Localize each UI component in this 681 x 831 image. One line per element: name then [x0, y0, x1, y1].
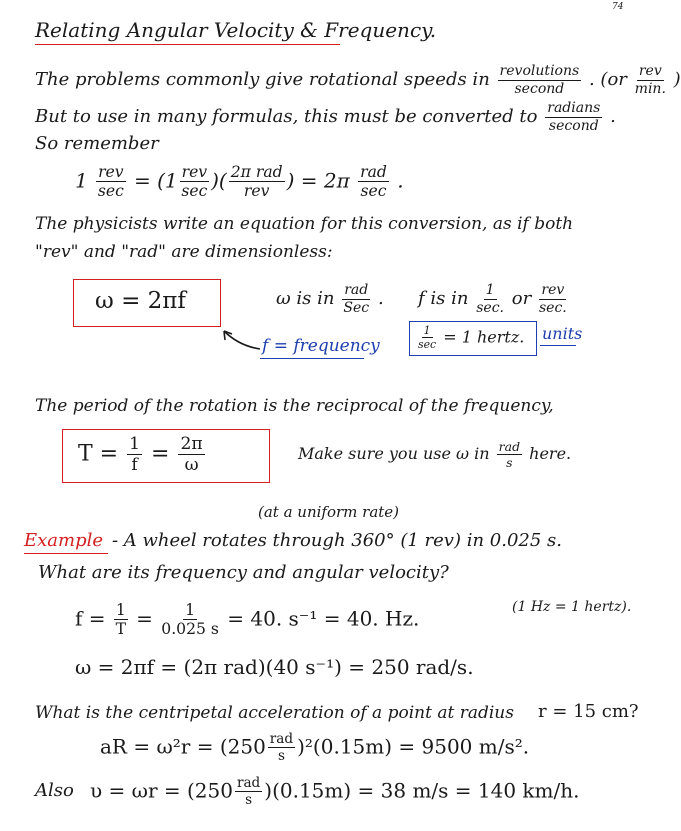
title-underline	[35, 44, 340, 45]
page-title: Relating Angular Velocity & Frequency.	[35, 18, 437, 42]
aR-rest: )²(0.15m) = 9500 m/s².	[297, 734, 530, 759]
radians-per-second	[545, 101, 602, 133]
intro-text-2: But to use in many formulas, this must be converted to	[35, 106, 538, 128]
omega-rad: rad	[344, 282, 369, 298]
aR-rad: rad	[269, 731, 294, 747]
conv-paren2-close: )	[286, 168, 295, 193]
v-lhs: υ = ωr = (250	[90, 778, 233, 803]
omega-sec: Sec	[343, 299, 370, 316]
period-2pi: 2π	[180, 434, 203, 454]
intro-text-1: The problems commonly give rotational speeds in	[35, 69, 490, 91]
one-per-sec-hertz	[418, 325, 436, 351]
hertz-text: = 1 hertz.	[443, 327, 525, 347]
conv-one: 1	[75, 168, 88, 193]
units-label: units	[542, 324, 583, 343]
intro-line-1	[35, 64, 681, 96]
velocity-calculation	[90, 776, 579, 808]
revolutions-label: revolutions	[499, 63, 580, 79]
intro-line-2	[35, 101, 616, 133]
conv-rad: rad	[360, 163, 387, 181]
hertz-sec: sec	[418, 338, 437, 352]
f-num2: 1	[185, 601, 196, 619]
conv-rev-per-sec-2	[180, 164, 210, 200]
omega-units-end: .	[378, 288, 384, 310]
conv-equals-2pi: = 2π	[300, 168, 350, 193]
period-sentence: The period of the rotation is the reciprocal of the frequency,	[35, 396, 554, 416]
revolutions-per-second	[498, 64, 582, 96]
conversion-equation	[75, 164, 404, 200]
rad-per-s-3	[235, 776, 262, 808]
omega-rad-per-sec	[342, 283, 370, 315]
close-paren: )	[673, 69, 681, 91]
conv-sec: sec	[97, 182, 124, 201]
conv-rad-per-sec	[358, 164, 389, 200]
period-T: T =	[78, 441, 119, 467]
centripetal-question: What is the centripetal acceleration of a point at radius	[35, 703, 514, 723]
conv-rev-3: rev	[243, 182, 270, 201]
conv-rev-per-sec	[96, 164, 126, 200]
f-lhs: f =	[75, 606, 106, 631]
units-underline	[540, 345, 576, 346]
conv-2pi-rad: 2π rad	[230, 163, 283, 181]
period-note	[298, 440, 571, 469]
conv-rev-2: rev	[181, 163, 208, 181]
dimensionless-line-2: "rev" and "rad" are dimensionless:	[35, 242, 333, 262]
omega-units-prefix: ω is in	[276, 288, 335, 310]
f-units-prefix: f is in	[418, 288, 469, 310]
f-one: 1	[485, 282, 495, 298]
one-over-f	[127, 435, 142, 474]
one-over-period	[161, 602, 219, 638]
intro-line-3: So remember	[35, 133, 159, 154]
frequency-calculation	[75, 602, 419, 638]
example-insert: (at a uniform rate)	[258, 503, 400, 521]
conv-paren1-close: )	[211, 168, 219, 193]
or-text: . (or	[588, 69, 627, 91]
example-text: - A wheel rotates through 360° (1 rev) in 0.025 s.	[112, 530, 562, 551]
one-over-T	[114, 602, 128, 638]
acceleration-calculation	[100, 732, 529, 764]
omega-equation: ω = 2πf	[95, 288, 186, 314]
v-rad: rad	[236, 775, 261, 791]
conv-paren1: (1	[157, 168, 178, 193]
f-den2: 0.025 s	[161, 620, 219, 639]
conv-paren2: (	[218, 168, 227, 193]
conv-sec-2: sec	[181, 182, 208, 201]
period-mark: .	[610, 106, 616, 128]
v-s: s	[245, 792, 253, 809]
f-sec: sec.	[476, 299, 505, 316]
period-eq: =	[151, 441, 170, 467]
omega-calculation: ω = 2πf = (2π rad)(40 s⁻¹) = 250 rad/s.	[75, 655, 474, 679]
f-rev: rev	[541, 282, 565, 298]
f-sec-2: sec.	[538, 299, 567, 316]
rev-per-min	[635, 64, 666, 96]
two-pi-over-omega	[178, 435, 204, 474]
period-f: f	[131, 455, 138, 475]
hertz-one: 1	[423, 324, 431, 337]
rev-per-sec	[539, 283, 567, 315]
min-label: min.	[634, 80, 666, 97]
hertz-definition	[416, 325, 524, 351]
f-result: = 40. s⁻¹ = 40. Hz.	[227, 606, 420, 631]
f-or: or	[511, 288, 532, 310]
example-question: What are its frequency and angular velocity?	[38, 562, 449, 583]
page-number: 74	[612, 2, 624, 12]
f-eq: =	[136, 606, 153, 631]
conv-rev: rev	[98, 163, 124, 181]
second-label: second	[514, 80, 565, 97]
f-frequency-underline	[260, 358, 364, 359]
omega-units	[276, 283, 384, 315]
one-per-sec	[476, 283, 504, 315]
period-omega: ω	[184, 455, 199, 475]
example-underline	[24, 553, 108, 554]
note-rad: rad	[498, 439, 521, 454]
hz-note: (1 Hz = 1 hertz).	[512, 599, 632, 615]
aR-lhs: aR = ω²r = (250	[100, 734, 266, 759]
rev-label: rev	[638, 63, 662, 79]
also-label: Also	[35, 780, 74, 801]
example-label: Example	[24, 530, 104, 551]
conv-equals: =	[133, 168, 151, 193]
conv-2pi-rad-per-rev	[229, 164, 285, 200]
conv-sec-3: sec	[360, 182, 387, 201]
period-note-end: here.	[529, 444, 572, 464]
radius-value: r = 15 cm?	[538, 701, 639, 722]
conv-period: .	[397, 168, 404, 193]
radians-label: radians	[547, 100, 601, 116]
f-frequency-label: f = frequency	[262, 336, 380, 356]
note-s: s	[506, 455, 513, 471]
dimensionless-line-1: The physicists write an equation for this conversion, as if both	[35, 214, 574, 234]
period-equation	[78, 435, 207, 474]
f-den: T	[115, 620, 127, 639]
rad-per-s-2	[268, 732, 295, 764]
period-one: 1	[129, 434, 141, 454]
rad-per-s	[497, 440, 522, 469]
v-rest: )(0.15m) = 38 m/s = 140 km/h.	[264, 778, 580, 803]
f-units	[418, 283, 569, 315]
second-label-2: second	[548, 117, 599, 134]
period-note-text: Make sure you use ω in	[298, 444, 490, 464]
f-num: 1	[115, 601, 126, 619]
aR-s: s	[277, 748, 285, 765]
